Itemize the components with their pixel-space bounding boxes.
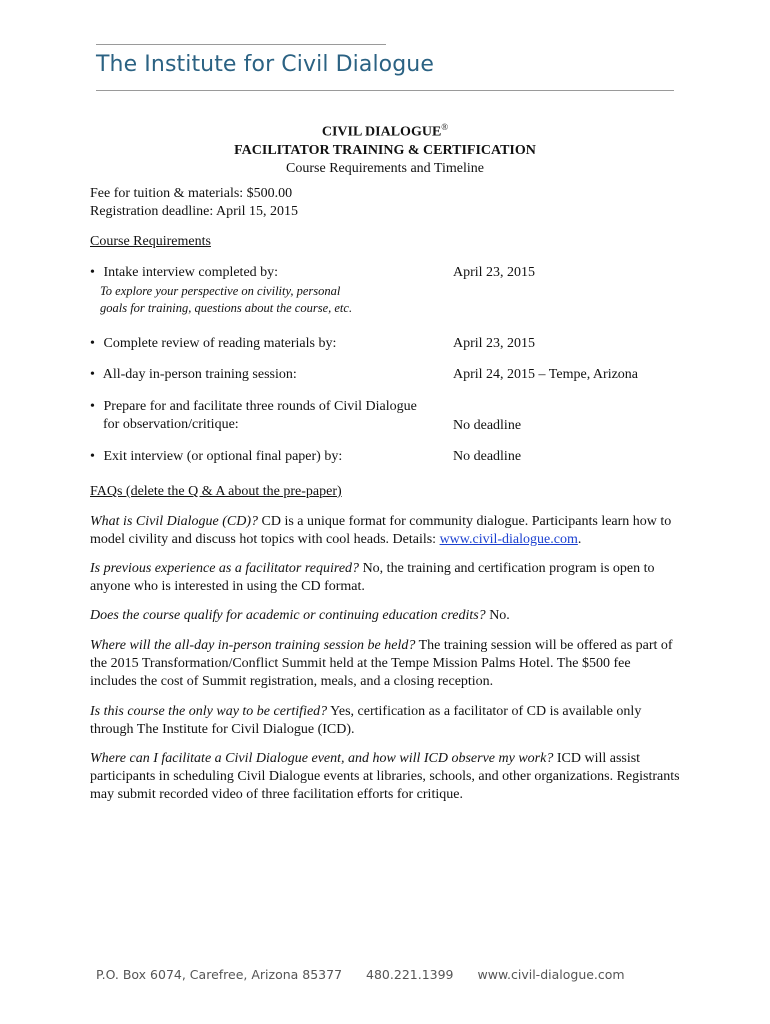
faq-question: Is this course the only way to be certified?	[90, 704, 328, 719]
header-rule-top	[96, 44, 386, 45]
registration-deadline: Registration deadline: April 15, 2015	[90, 204, 299, 219]
faq-question: Where can I facilitate a Civil Dialogue event, and how will ICD observe my work?	[90, 751, 554, 766]
requirement-task: • Complete review of reading materials by:	[90, 336, 337, 351]
bullet-icon: •	[90, 336, 95, 351]
document-title	[0, 118, 770, 178]
bullet-icon: •	[90, 265, 95, 280]
footer-address: P.O. Box 6074, Carefree, Arizona 85377	[96, 967, 343, 982]
org-name-logo: The Institute for Civil Dialogue	[96, 52, 434, 77]
faq-question: Is previous experience as a facilitator required?	[90, 561, 360, 576]
bullet-icon: •	[90, 399, 95, 414]
title-line-2: FACILITATOR TRAINING & CERTIFICATION	[234, 142, 536, 158]
faq-item	[90, 560, 680, 596]
faq-question: What is Civil Dialogue (CD)?	[90, 514, 258, 529]
footer-phone: 480.221.1399	[366, 967, 454, 982]
requirement-date: No deadline	[453, 418, 522, 433]
faq-item	[90, 703, 680, 739]
footer-website: www.civil-dialogue.com	[477, 967, 625, 982]
requirement-note: To explore your perspective on civility, personal goals for training, questions about the course, etc.	[100, 284, 353, 315]
faq-item: What is Civil Dialogue (CD)? CD is a unique format for community dialogue. Participants learn how to model civility and discuss hot topics with cool heads. Details: www.civil-dialogue.com.	[90, 514, 672, 547]
faq-item	[90, 750, 680, 804]
requirement-date: April 24, 2015 – Tempe, Arizona	[453, 367, 639, 382]
faq-item	[90, 637, 680, 691]
bullet-icon: •	[90, 367, 95, 382]
registered-mark: ®	[441, 122, 449, 132]
faq-question: Does the course qualify for academic or continuing education credits?	[90, 608, 486, 623]
page-footer	[96, 967, 645, 982]
requirement-date: April 23, 2015	[453, 265, 536, 280]
faq-answer: CD is a unique format for community dialogue. Participants learn how to model civility and discuss hot topics with cool heads. Details:	[90, 514, 672, 547]
faq-answer: No.	[485, 608, 510, 623]
title-line-3: Course Requirements and Timeline	[286, 160, 484, 176]
faq-answer: ICD will assist participants in scheduling Civil Dialogue events at libraries, schools, and other organizations. Registrants may submit recorded video of three facilitation efforts for critique.	[90, 751, 680, 802]
tuition-fee: Fee for tuition & materials: $500.00	[90, 186, 293, 201]
fee-block	[90, 185, 680, 221]
faq-question: Where will the all-day in-person training session be held?	[90, 638, 416, 653]
requirement-task: • Prepare for and facilitate three rounds of Civil Dialogue for observation/critique:	[90, 399, 417, 432]
requirement-task: • All-day in-person training session:	[90, 367, 297, 382]
faq-answer: The training session will be offered as part of the 2015 Transformation/Conflict Summit held at the Tempe Mission Palms Hotel. The $500 fee includes the cost of Summit registration, meals, and a closing reception.	[90, 638, 673, 689]
faq-answer: Yes, certification as a facilitator of CD is available only through The Institute for Civil Dialogue (ICD).	[90, 704, 642, 737]
faq-answer: No, the training and certification program is open to anyone who is interested in using the CD format.	[90, 561, 655, 594]
faqs-heading: FAQs (delete the Q & A about the pre-paper)	[90, 484, 342, 499]
requirement-task: • Intake interview completed by:	[90, 265, 279, 280]
header-rule-bottom	[96, 90, 674, 91]
website-link[interactable]: www.civil-dialogue.com	[439, 532, 578, 547]
requirement-task: • Exit interview (or optional final paper) by:	[90, 449, 343, 464]
faq-item	[90, 607, 680, 625]
title-line-1: CIVIL DIALOGUE®	[321, 122, 449, 140]
requirement-date: No deadline	[453, 449, 522, 464]
requirements-heading: Course Requirements	[90, 234, 211, 249]
bullet-icon: •	[90, 449, 95, 464]
requirement-date: April 23, 2015	[453, 336, 536, 351]
